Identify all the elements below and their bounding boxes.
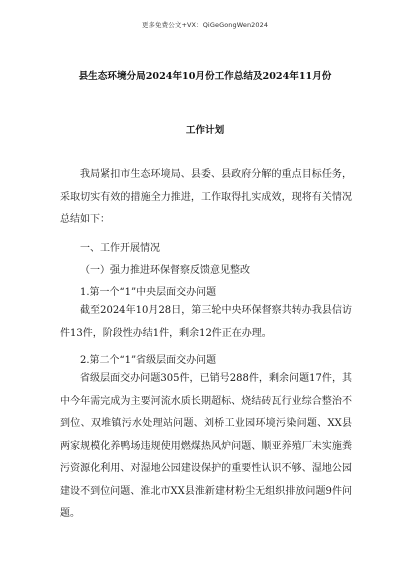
- document-title: 县生态环境分局2024年10月份工作总结及2024年11月份: [78, 71, 332, 82]
- item-paragraph: 省级层面交办问题305件，已销号288件，剩余问题17件，其中今年需完成为主要河流水质长期超标、烧结砖瓦行业综合整治不到位、双堆镇污水处理站问题、刘桥工业园环境污染问题、XX县两家规模化养鸭场违规使用燃煤热风炉问题、顺亚养殖厂未实施粪污资源化利用、对湿地公园建设保护的重要性认识不够、湿地公园建设不到位问题、淮北市XX县淮新建材粉尘无组织排放问题9件问题。: [60, 373, 352, 519]
- intro-paragraph: 我局紧扣市生态环境局、县委、县政府分解的重点目标任务，采取切实有效的措施全力推进，工作取得扎实成效，现将有关情况总结如下：: [60, 169, 352, 225]
- item-paragraph: 截至2024年10月28日，第三轮中央环保督察共转办我县信访件13件，阶段性办结1件，剩余12件正在办理。: [60, 305, 352, 339]
- section-heading: 一、工作开展情况: [80, 243, 160, 254]
- item-heading: 1.第一个“1”中央层面交办问题: [80, 287, 217, 298]
- document-title-continued: 工作计划: [185, 125, 225, 136]
- header-note: 更多免费公文+VX：QiGeGongWen2024: [141, 21, 269, 29]
- subsection-heading: （一）强力推进环保督察反馈意见整改: [80, 265, 250, 276]
- item-heading: 2.第二个“1”省级层面交办问题: [80, 355, 217, 366]
